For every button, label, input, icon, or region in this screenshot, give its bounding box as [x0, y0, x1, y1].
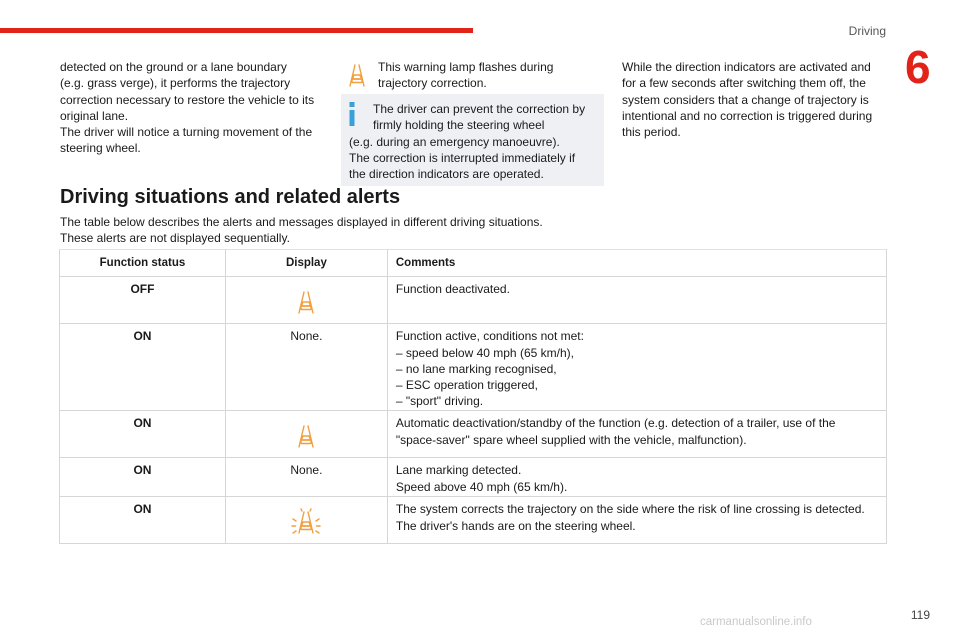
text-line: correction necessary to restore the vehicle to its: [60, 92, 315, 107]
text-line: The table below describes the alerts and messages displayed in different driving situations.: [60, 215, 543, 229]
lane-warning-icon: [291, 287, 321, 317]
warning-note: [378, 59, 578, 92]
section-heading: Driving situations and related alerts: [60, 186, 401, 208]
comments-cell: [387, 324, 886, 411]
column-header-status: Function status: [60, 250, 226, 277]
comments-cell: [387, 497, 886, 544]
display-cell: [225, 497, 387, 544]
table-row: [60, 277, 887, 324]
intro-paragraph: [60, 59, 325, 157]
chapter-number: 6: [905, 41, 931, 93]
alerts-table: [59, 249, 887, 544]
text-line: intentional and no correction is triggered during: [622, 108, 873, 123]
table-header-row: [60, 250, 887, 277]
text-line: steering wheel.: [60, 141, 141, 156]
text-line: Function active, conditions not met:: [395, 329, 584, 344]
display-cell: None.: [225, 458, 387, 497]
text-line: this period.: [622, 125, 681, 140]
text-line: Lane marking detected.: [395, 463, 522, 478]
lane-warning-icon: [342, 60, 372, 90]
status-cell: OFF: [60, 277, 226, 324]
display-cell: [225, 411, 387, 458]
text-line: The system corrects the trajectory on the side where the risk of line crossing is detected.: [395, 502, 865, 517]
text-line: for a few seconds after switching them off, the: [622, 76, 866, 91]
info-box: [341, 94, 604, 186]
section-title: Driving: [848, 24, 886, 38]
display-cell: None.: [225, 324, 387, 411]
text-line: The driver can prevent the correction by: [373, 102, 586, 116]
text-line: Automatic deactivation/standby of the function (e.g. detection of a trailer, use of the: [395, 416, 836, 431]
lane-warning-flashing-icon: [291, 507, 321, 537]
text-line: These alerts are not displayed sequentially.: [60, 231, 290, 245]
comments-cell: Function deactivated.: [387, 277, 886, 324]
text-line: the direction indicators are operated.: [349, 167, 544, 182]
list-item: – "sport" driving.: [395, 394, 484, 409]
text-line: trajectory correction.: [378, 76, 487, 91]
page-number: 119: [910, 608, 930, 622]
list-item: – ESC operation triggered,: [395, 378, 538, 393]
text-line: (e.g. grass verge), it performs the trajectory: [60, 76, 291, 91]
info-icon: [347, 102, 357, 126]
table-row: [60, 411, 887, 458]
text-line: system considers that a change of trajectory is: [622, 92, 869, 107]
text-line: original lane.: [60, 108, 129, 123]
status-cell: ON: [60, 411, 226, 458]
section-intro: [60, 214, 543, 246]
text-line: While the direction indicators are activated and: [622, 60, 871, 74]
display-cell: [225, 277, 387, 324]
text-line: "space-saver" spare wheel supplied with the vehicle, malfunction).: [395, 432, 747, 447]
table-row: [60, 324, 887, 411]
status-cell: ON: [60, 324, 226, 411]
column-header-display: Display: [225, 250, 387, 277]
lane-warning-icon: [291, 421, 321, 451]
table-row: [60, 497, 887, 544]
text-line: (e.g. during an emergency manoeuvre).: [349, 134, 560, 149]
list-item: – speed below 40 mph (65 km/h),: [395, 345, 574, 360]
text-line: The driver's hands are on the steering wheel.: [395, 518, 636, 533]
header-accent-bar: [0, 28, 473, 33]
column-header-comments: Comments: [387, 250, 886, 277]
text-line: This warning lamp flashes during: [378, 60, 554, 74]
comments-cell: [387, 411, 886, 458]
table-row: [60, 458, 887, 497]
condition-list: [396, 345, 878, 410]
text-line: The correction is interrupted immediately if: [349, 150, 576, 165]
text-line: detected on the ground or a lane boundary: [60, 60, 287, 74]
text-line: firmly holding the steering wheel: [373, 118, 545, 133]
text-line: The driver will notice a turning movement of the: [60, 125, 313, 140]
text-line: Speed above 40 mph (65 km/h).: [395, 479, 568, 494]
watermark: carmanualsonline.info: [700, 616, 812, 628]
indicator-paragraph: [622, 59, 892, 140]
status-cell: ON: [60, 458, 226, 497]
comments-cell: [387, 458, 886, 497]
status-cell: ON: [60, 497, 226, 544]
list-item: – no lane marking recognised,: [395, 361, 557, 376]
